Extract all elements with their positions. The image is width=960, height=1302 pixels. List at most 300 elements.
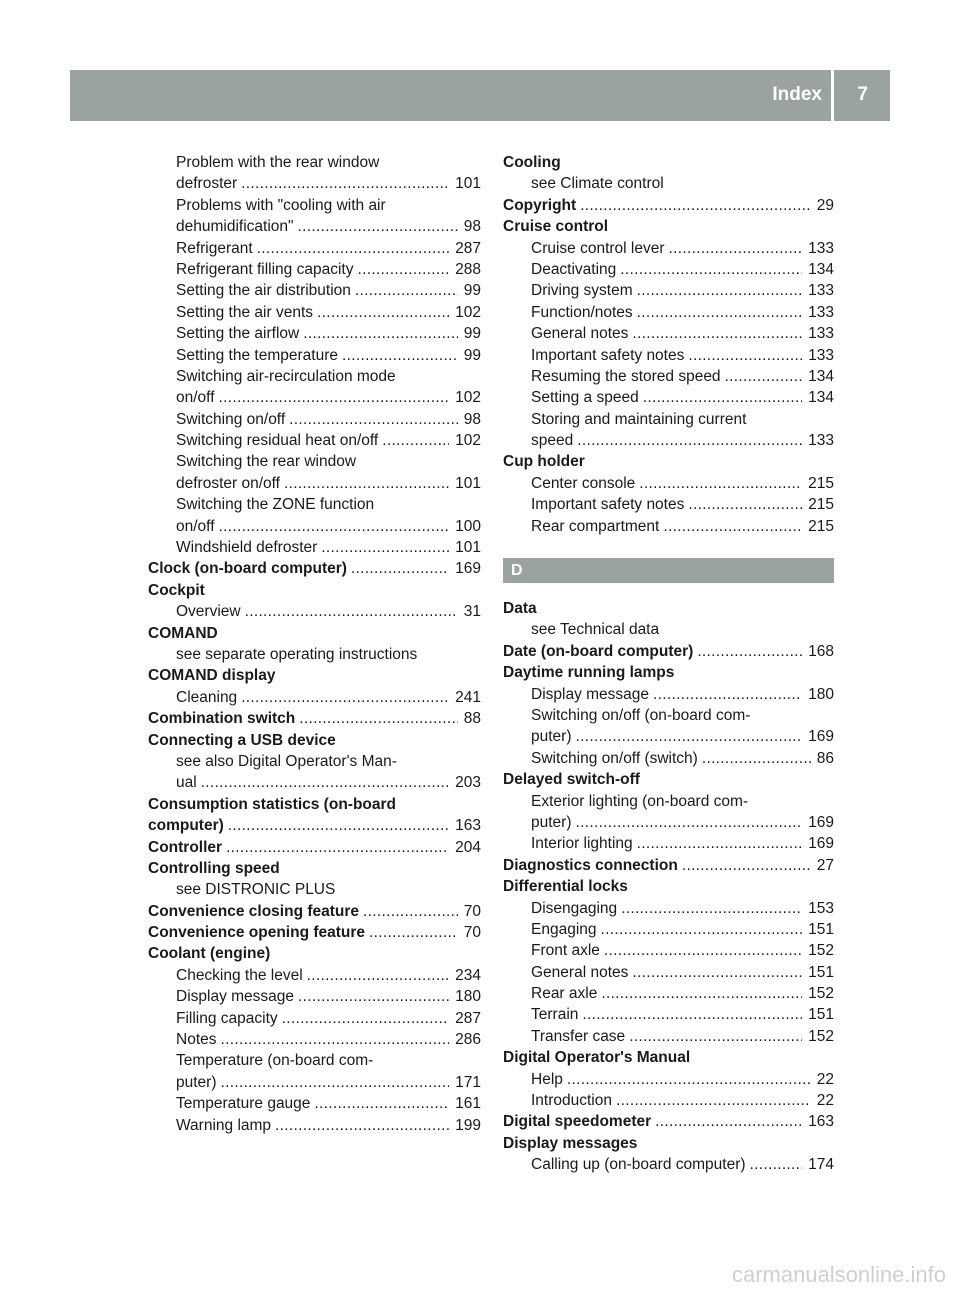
page-ref[interactable]: 152 xyxy=(808,942,834,960)
dot-leader xyxy=(643,387,802,408)
page-ref[interactable]: 100 xyxy=(455,517,481,535)
page-ref[interactable]: 133 xyxy=(808,432,834,450)
entry-text: dehumidification" xyxy=(176,218,294,236)
index-subentry xyxy=(503,940,834,961)
page-ref[interactable]: 287 xyxy=(455,1009,481,1027)
index-subentry xyxy=(503,812,834,833)
dot-leader xyxy=(342,345,458,366)
entry-text: Display message xyxy=(531,685,650,703)
dot-leader xyxy=(682,855,811,876)
entry-text: Connecting a USB device xyxy=(148,731,336,749)
dot-leader xyxy=(663,516,802,537)
entry-text: Calling up (on-board computer) xyxy=(531,1156,746,1174)
page-ref[interactable]: 286 xyxy=(455,1031,481,1049)
index-heading xyxy=(503,216,834,237)
index-subentry xyxy=(503,1026,834,1047)
page-ref[interactable]: 31 xyxy=(463,603,481,621)
page-ref[interactable]: 241 xyxy=(455,688,481,706)
index-heading xyxy=(503,1133,834,1154)
entry-text: see Technical data xyxy=(531,621,660,639)
index-subentry xyxy=(148,494,481,515)
entry-text: Driving system xyxy=(531,282,633,300)
entry-text: Checking the level xyxy=(176,966,303,984)
dot-leader xyxy=(629,1026,802,1047)
entry-text: Consumption statistics (on-board xyxy=(148,795,396,813)
page-ref[interactable]: 70 xyxy=(463,924,481,942)
entry-text: Refrigerant xyxy=(176,239,253,257)
index-subentry xyxy=(503,726,834,747)
index-group-c xyxy=(503,152,834,537)
entry-text: Digital speedometer xyxy=(503,1113,652,1131)
dot-leader xyxy=(201,772,449,793)
index-subentry xyxy=(148,879,481,900)
page-ref[interactable]: 215 xyxy=(808,474,834,492)
entry-text: on/off xyxy=(176,517,215,535)
dot-leader xyxy=(576,726,803,747)
dot-leader xyxy=(620,259,802,280)
index-subentry xyxy=(148,965,481,986)
dot-leader xyxy=(601,919,803,940)
dot-leader xyxy=(369,922,458,943)
index-subentry xyxy=(503,1004,834,1025)
index-heading xyxy=(503,641,834,662)
index-heading xyxy=(148,901,481,922)
page-ref[interactable]: 86 xyxy=(816,749,834,767)
index-heading xyxy=(148,858,481,879)
index-heading xyxy=(148,730,481,751)
entry-text: General notes xyxy=(531,963,629,981)
index-subentry xyxy=(148,366,481,387)
dot-leader xyxy=(245,601,458,622)
dot-leader xyxy=(221,1029,450,1050)
entry-text: Cooling xyxy=(503,154,561,171)
page-ref[interactable]: 163 xyxy=(455,817,481,835)
dot-leader xyxy=(702,748,811,769)
page-ref[interactable]: 180 xyxy=(808,685,834,703)
page-ref[interactable]: 215 xyxy=(808,496,834,514)
entry-text: defroster xyxy=(176,175,238,193)
page-ref[interactable]: 101 xyxy=(455,474,481,492)
dot-leader xyxy=(351,558,449,579)
index-subentry xyxy=(148,195,481,216)
page-ref[interactable]: 153 xyxy=(808,899,834,917)
index-subentry xyxy=(503,259,834,280)
index-subentry xyxy=(503,366,834,387)
entry-text: Terrain xyxy=(531,1006,579,1024)
page-ref[interactable]: 203 xyxy=(455,774,481,792)
entry-text: see separate operating instructions xyxy=(176,645,418,663)
index-subentry xyxy=(148,516,481,537)
entry-text: Differential locks xyxy=(503,878,628,896)
dot-leader xyxy=(632,323,802,344)
index-heading xyxy=(503,876,834,897)
dot-leader xyxy=(321,537,449,558)
index-subentry xyxy=(503,238,834,259)
dot-leader xyxy=(307,965,449,986)
dot-leader xyxy=(637,280,802,301)
page-ref[interactable]: 22 xyxy=(816,1092,834,1110)
dot-leader xyxy=(577,430,802,451)
entry-text: Rear axle xyxy=(531,985,598,1003)
dot-leader xyxy=(221,1072,450,1093)
page-ref[interactable]: 133 xyxy=(808,346,834,364)
dot-leader xyxy=(298,986,449,1007)
index-heading xyxy=(503,769,834,790)
index-subentry xyxy=(148,302,481,323)
entry-text: Cruise control lever xyxy=(531,239,665,257)
page-ref[interactable]: 133 xyxy=(808,303,834,321)
page-ref[interactable]: 70 xyxy=(463,902,481,920)
page-ref[interactable]: 204 xyxy=(455,838,481,856)
page-ref[interactable]: 133 xyxy=(808,282,834,300)
page-ref[interactable]: 101 xyxy=(455,539,481,557)
page-ref[interactable]: 98 xyxy=(463,218,481,236)
index-subentry xyxy=(148,152,481,173)
index-subentry xyxy=(148,1029,481,1050)
dot-leader xyxy=(275,1115,449,1136)
index-subentry xyxy=(148,601,481,622)
dot-leader xyxy=(355,280,458,301)
page-ref[interactable]: 171 xyxy=(455,1073,481,1091)
entry-text: Diagnostics connection xyxy=(503,856,678,874)
index-subentry xyxy=(503,919,834,940)
dot-leader xyxy=(616,1090,811,1111)
index-subentry xyxy=(148,644,481,665)
index-heading xyxy=(148,665,481,686)
dot-leader xyxy=(653,684,802,705)
page-ref[interactable]: 151 xyxy=(808,1006,834,1024)
entry-text: Warning lamp xyxy=(176,1116,272,1134)
entry-text: puter) xyxy=(531,813,572,831)
page-ref[interactable]: 288 xyxy=(455,260,481,278)
index-heading xyxy=(503,662,834,683)
page-ref[interactable]: 29 xyxy=(816,196,834,214)
entry-text: Coolant (engine) xyxy=(148,945,271,963)
page-ref[interactable]: 133 xyxy=(808,325,834,343)
index-subentry xyxy=(148,216,481,237)
index-subentry xyxy=(148,1093,481,1114)
index-subentry xyxy=(503,1069,834,1090)
index-subentry xyxy=(148,751,481,772)
entry-text: Digital Operator's Manual xyxy=(503,1049,691,1067)
dot-leader xyxy=(226,837,449,858)
dot-leader xyxy=(241,687,449,708)
index-heading xyxy=(148,623,481,644)
entry-text: Daytime running lamps xyxy=(503,664,675,682)
entry-text: Setting the temperature xyxy=(176,346,338,364)
entry-text: Setting the air vents xyxy=(176,303,313,321)
entry-text: Controller xyxy=(148,838,223,856)
entry-text: Display message xyxy=(176,988,295,1006)
entry-text: see also Digital Operator's Man- xyxy=(176,752,397,770)
page-ref[interactable]: 199 xyxy=(455,1116,481,1134)
page-ref[interactable]: 134 xyxy=(808,389,834,407)
index-heading xyxy=(148,558,481,579)
entry-text: Rear compartment xyxy=(531,517,660,535)
page-ref[interactable]: 88 xyxy=(463,710,481,728)
dot-leader xyxy=(303,323,458,344)
entry-text: Important safety notes xyxy=(531,496,685,514)
entry-text: Center console xyxy=(531,474,636,492)
dot-leader xyxy=(228,815,449,836)
entry-text: see DISTRONIC PLUS xyxy=(176,881,336,899)
entry-text: Switching the ZONE function xyxy=(176,496,375,514)
index-heading xyxy=(148,708,481,729)
watermark: carmanualsonline.info xyxy=(731,1262,946,1287)
section-letter-bar: D xyxy=(503,558,834,583)
header-divider xyxy=(831,70,834,121)
entry-text: Display messages xyxy=(503,1134,638,1152)
index-heading xyxy=(503,451,834,472)
dot-leader xyxy=(363,901,458,922)
index-column-right xyxy=(503,152,834,1176)
index-heading xyxy=(503,1111,834,1132)
index-subentry xyxy=(503,302,834,323)
entry-text: Front axle xyxy=(531,942,600,960)
entry-text: Cruise control xyxy=(503,218,609,236)
page-header xyxy=(70,70,890,121)
entry-text: Cleaning xyxy=(176,688,238,706)
index-subentry xyxy=(503,833,834,854)
entry-text: Setting a speed xyxy=(531,389,639,407)
entry-text: Cockpit xyxy=(148,581,205,599)
index-subentry xyxy=(503,516,834,537)
dot-leader xyxy=(299,708,458,729)
index-heading xyxy=(148,943,481,964)
index-heading xyxy=(503,1047,834,1068)
entry-text: Transfer case xyxy=(531,1027,626,1045)
dot-leader xyxy=(317,302,449,323)
page-ref[interactable]: 102 xyxy=(455,432,481,450)
dot-leader xyxy=(282,1008,449,1029)
entry-text: Exterior lighting (on-board com- xyxy=(531,792,749,810)
entry-text: Convenience opening feature xyxy=(148,924,366,942)
page-ref[interactable]: 169 xyxy=(808,728,834,746)
dot-leader xyxy=(697,641,802,662)
index-subentry xyxy=(503,791,834,812)
entry-text: Temperature gauge xyxy=(176,1095,311,1113)
dot-leader xyxy=(669,238,803,259)
entry-text: Switching on/off xyxy=(176,410,286,428)
dot-leader xyxy=(725,366,803,387)
dot-leader xyxy=(655,1111,802,1132)
index-heading xyxy=(148,837,481,858)
page-ref[interactable]: 102 xyxy=(455,389,481,407)
page-ref[interactable]: 168 xyxy=(808,642,834,660)
index-subentry xyxy=(503,962,834,983)
page-ref[interactable]: 99 xyxy=(463,346,481,364)
page-ref[interactable]: 174 xyxy=(808,1156,834,1174)
page-ref[interactable]: 27 xyxy=(816,856,834,874)
entry-text: Problems with "cooling with air xyxy=(176,196,386,214)
page-ref[interactable]: 22 xyxy=(816,1070,834,1088)
entry-text: Date (on-board computer) xyxy=(503,642,694,660)
entry-text: Setting the airflow xyxy=(176,325,300,343)
dot-leader xyxy=(257,238,449,259)
index-subentry xyxy=(503,473,834,494)
dot-leader xyxy=(604,940,802,961)
entry-text: Refrigerant filling capacity xyxy=(176,260,354,278)
index-heading xyxy=(503,195,834,216)
index-subentry xyxy=(503,323,834,344)
entry-text: Filling capacity xyxy=(176,1009,278,1027)
index-heading xyxy=(503,598,834,619)
entry-text: Deactivating xyxy=(531,260,617,278)
page-ref[interactable]: 99 xyxy=(463,282,481,300)
page-ref[interactable]: 169 xyxy=(455,560,481,578)
index-subentry xyxy=(148,1072,481,1093)
index-subentry xyxy=(503,898,834,919)
page-ref[interactable]: 287 xyxy=(455,239,481,257)
page-ref[interactable]: 151 xyxy=(808,920,834,938)
entry-text: Problem with the rear window xyxy=(176,154,380,171)
entry-text: computer) xyxy=(148,817,224,835)
page-ref[interactable]: 98 xyxy=(463,410,481,428)
index-subentry xyxy=(503,748,834,769)
index-subentry xyxy=(503,387,834,408)
entry-text: Resuming the stored speed xyxy=(531,367,721,385)
header-title: Index xyxy=(772,84,822,105)
entry-text: Switching the rear window xyxy=(176,453,357,471)
index-subentry xyxy=(148,409,481,430)
entry-text: Switching air-recirculation mode xyxy=(176,367,396,385)
index-subentry xyxy=(148,1008,481,1029)
page-ref[interactable]: 152 xyxy=(808,1027,834,1045)
dot-leader xyxy=(750,1154,803,1175)
dot-leader xyxy=(621,898,802,919)
entry-text: speed xyxy=(531,432,574,450)
page-ref[interactable]: 134 xyxy=(808,260,834,278)
index-subentry xyxy=(148,1050,481,1071)
dot-leader xyxy=(601,983,802,1004)
entry-text: defroster on/off xyxy=(176,474,280,492)
entry-text: Temperature (on-board com- xyxy=(176,1052,374,1070)
entry-text: Convenience closing feature xyxy=(148,902,360,920)
index-group-d xyxy=(503,598,834,1176)
entry-text: Engaging xyxy=(531,920,597,938)
page-ref[interactable]: 99 xyxy=(463,325,481,343)
page-ref[interactable]: 101 xyxy=(455,175,481,193)
index-subentry xyxy=(148,280,481,301)
dot-leader xyxy=(241,173,449,194)
index-heading xyxy=(148,794,481,815)
entry-text: Switching on/off (on-board com- xyxy=(531,706,751,724)
entry-text: Switching on/off (switch) xyxy=(531,749,698,767)
entry-text: ual xyxy=(176,774,197,792)
entry-text: General notes xyxy=(531,325,629,343)
entry-text: COMAND xyxy=(148,624,218,642)
entry-text: Combination switch xyxy=(148,710,296,728)
entry-text: Interior lighting xyxy=(531,835,633,853)
index-subentry xyxy=(148,986,481,1007)
index-subentry xyxy=(503,705,834,726)
dot-leader xyxy=(357,259,449,280)
index-heading xyxy=(148,815,481,836)
index-heading xyxy=(148,922,481,943)
index-subentry xyxy=(148,173,481,194)
dot-leader xyxy=(289,409,458,430)
index-subentry xyxy=(148,1115,481,1136)
page-ref[interactable]: 215 xyxy=(808,517,834,535)
page-ref[interactable]: 163 xyxy=(808,1113,834,1131)
entry-text: Switching residual heat on/off xyxy=(176,432,379,450)
index-subentry xyxy=(503,345,834,366)
dot-leader xyxy=(382,430,449,451)
index-subentry xyxy=(148,473,481,494)
entry-text: Clock (on-board computer) xyxy=(148,560,347,578)
page-ref[interactable]: 161 xyxy=(455,1095,481,1113)
dot-leader xyxy=(688,345,802,366)
index-heading xyxy=(148,580,481,601)
index-subentry xyxy=(148,687,481,708)
index-subentry xyxy=(503,684,834,705)
entry-text: Notes xyxy=(176,1031,217,1049)
index-subentry xyxy=(148,238,481,259)
index-subentry xyxy=(503,409,834,430)
entry-text: puter) xyxy=(531,728,572,746)
dot-leader xyxy=(639,473,802,494)
page-ref[interactable]: 151 xyxy=(808,963,834,981)
index-heading xyxy=(503,152,834,173)
page-ref[interactable]: 134 xyxy=(808,367,834,385)
entry-text: Important safety notes xyxy=(531,346,685,364)
dot-leader xyxy=(632,962,802,983)
entry-text: COMAND display xyxy=(148,667,276,685)
page-ref[interactable]: 133 xyxy=(808,239,834,257)
index-subentry xyxy=(148,323,481,344)
entry-text: Storing and maintaining current xyxy=(531,410,747,428)
entry-text: Disengaging xyxy=(531,899,618,917)
entry-text: Data xyxy=(503,600,537,618)
index-subentry xyxy=(503,430,834,451)
index-subentry xyxy=(503,1154,834,1175)
dot-leader xyxy=(314,1093,449,1114)
dot-leader xyxy=(219,516,450,537)
entry-text: Delayed switch-off xyxy=(503,771,640,789)
dot-leader xyxy=(219,387,450,408)
entry-text: Controlling speed xyxy=(148,859,280,877)
index-subentry xyxy=(503,1090,834,1111)
index-heading xyxy=(503,855,834,876)
index-column-left xyxy=(148,152,481,1136)
index-subentry xyxy=(503,619,834,640)
index-subentry xyxy=(148,430,481,451)
entry-text: Windshield defroster xyxy=(176,539,318,557)
index-subentry xyxy=(148,537,481,558)
dot-leader xyxy=(582,1004,802,1025)
index-subentry xyxy=(148,772,481,793)
index-subentry xyxy=(503,983,834,1004)
page-ref[interactable]: 169 xyxy=(808,813,834,831)
page-ref[interactable]: 102 xyxy=(455,303,481,321)
entry-text: Function/notes xyxy=(531,303,633,321)
dot-leader xyxy=(576,812,803,833)
entry-text: Introduction xyxy=(531,1092,612,1110)
entry-text: see Climate control xyxy=(531,175,664,193)
index-subentry xyxy=(148,345,481,366)
index-subentry xyxy=(503,280,834,301)
page-ref[interactable]: 169 xyxy=(808,835,834,853)
entry-text: on/off xyxy=(176,389,215,407)
entry-text: Overview xyxy=(176,603,241,621)
dot-leader xyxy=(284,473,449,494)
entry-text: puter) xyxy=(176,1073,217,1091)
page-ref[interactable]: 234 xyxy=(455,966,481,984)
page-ref[interactable]: 152 xyxy=(808,985,834,1003)
page-number: 7 xyxy=(857,84,868,105)
dot-leader xyxy=(567,1069,811,1090)
page-ref[interactable]: 180 xyxy=(455,988,481,1006)
